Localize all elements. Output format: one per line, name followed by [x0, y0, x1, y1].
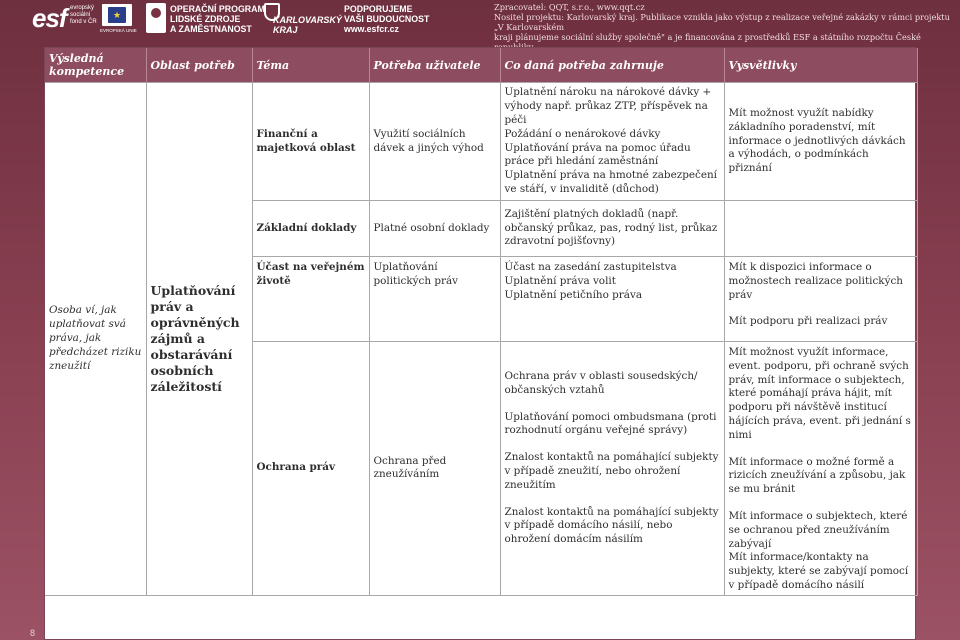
includes-item: Uplatnění práva volit: [504, 274, 616, 287]
includes-cell: [500, 83, 724, 201]
need-cell: Využití sociálních dávek a jiných výhod: [369, 83, 500, 201]
eu-caption: EVROPSKÁ UNIE: [100, 28, 137, 33]
spacer: [729, 497, 913, 510]
includes-item: Uplatnění práva na hmotné zabezpečení ve stáří, v invaliditě (důchod): [504, 169, 717, 195]
esf-caption-line: sociální: [70, 12, 91, 18]
partner-logos: [0, 0, 490, 40]
notes-item: Mít informace/kontakty na subjekty, které se zabývají pomocí v případě domácího násilí: [728, 551, 909, 591]
includes-cell: [500, 342, 724, 596]
page-number: 8: [30, 628, 36, 638]
need-cell: Uplatňování politických práv: [369, 257, 500, 342]
region-line: KRAJ: [273, 25, 298, 35]
spacer: [505, 398, 720, 411]
region-line: KARLOVARSKÝ: [273, 15, 342, 25]
includes-item: Znalost kontaktů na pomáhající subjekty v případě zneužití, nebo ohrožení zneužitím: [504, 451, 719, 491]
esf-logo-word: esf: [32, 3, 67, 33]
competence-table: [44, 47, 916, 640]
column-header: Potřeba uživatele: [369, 48, 500, 83]
includes-cell: [500, 201, 724, 257]
spacer: [729, 302, 913, 315]
spacer: [505, 493, 720, 506]
notes-cell: [724, 342, 917, 596]
table-row: [45, 83, 917, 201]
spacer: [729, 443, 913, 456]
includes-item: Účast na zasedání zastupitelstva: [504, 261, 677, 273]
column-header: Vysvětlivky: [724, 48, 917, 83]
credit-line: kraji plánujeme sociální služby společně" a je financována z prostředků ESF a státního rozpočtu České: [494, 32, 921, 42]
table-header-row: [45, 48, 917, 83]
op-line: OPERAČNÍ PROGRAM: [170, 4, 265, 14]
support-line: PODPORUJEME: [344, 4, 413, 14]
publication-credits: [494, 2, 956, 52]
includes-item: Ochrana práv v oblasti sousedských/ občanských vztahů: [504, 370, 698, 396]
column-header: Téma: [252, 48, 369, 83]
includes-item: Uplatňování práva na pomoc úřadu práce při hledání zaměstnání: [504, 141, 691, 168]
topic-cell: Finanční a majetková oblast: [252, 83, 369, 201]
includes-item: Uplatnění petičního práva: [504, 288, 643, 301]
op-lzz-logo-icon: [146, 3, 166, 33]
notes-item: Mít možnost využít informace, event. podporu, při ochraně svých práv, mít informace o subjektech, které pomáhají práva hájit, mít podporu při návštěvě institucí hájících práva, event. při jednání s nimi: [728, 346, 911, 441]
notes-cell: [724, 257, 917, 342]
op-lzz-text: [170, 4, 265, 34]
notes-item: Mít informace o subjektech, které se ochranou před zneužíváním zabývají: [728, 509, 908, 550]
spacer: [505, 438, 720, 451]
includes-item: Zajištění platných dokladů (např. občanský průkaz, pas, rodný list, průkaz zdravotní pojišťovny): [504, 207, 718, 248]
notes-item: Mít podporu při realizaci práv: [728, 315, 888, 328]
esf-caption: [70, 5, 104, 26]
includes-cell: [500, 257, 724, 342]
credit-line: Zpracovatel: QQT, s.r.o., www.qqt.cz: [494, 2, 645, 12]
esf-caption-line: fond v ČR: [70, 19, 97, 25]
notes-item: Mít informace o možné formě a rizicích zneužívání a způsobu, jak se mu bránit: [728, 455, 906, 496]
topic-cell: Účast na veřejném životě: [252, 257, 369, 342]
esf-caption-line: evropský: [70, 5, 95, 11]
need-cell: Platné osobní doklady: [369, 201, 500, 257]
column-header: Výsledná kompetence: [45, 48, 146, 83]
op-line: A ZAMĚSTNANOST: [170, 24, 252, 34]
competence-cell: Osoba ví, jak uplatňovat svá práva, jak předcházet riziku zneužití: [45, 83, 146, 596]
notes-cell: [724, 83, 917, 201]
includes-item: Znalost kontaktů na pomáhající subjekty v případě domácího násilí, nebo ohrožení domácím násilím: [504, 505, 719, 546]
esf-logo: [32, 2, 68, 34]
support-text: [344, 4, 429, 34]
includes-item: Požádání o nenárokové dávky: [504, 127, 661, 140]
support-line: VAŠI BUDOUCNOST: [344, 14, 430, 24]
includes-item: Uplatňování pomoci ombudsmana (proti rozhodnutí orgánu veřejné správy): [504, 410, 717, 437]
column-header: Oblast potřeb: [146, 48, 252, 83]
op-line: LIDSKÉ ZDROJE: [170, 14, 241, 24]
topic-cell: Základní doklady: [252, 201, 369, 257]
eu-flag-icon: [102, 4, 132, 26]
notes-item: Mít k dispozici informace o možnostech realizace politických práv: [728, 261, 903, 301]
includes-item: Uplatnění nároku na nárokové dávky + výhody např. průkaz ZTP, příspěvek na péči: [504, 86, 712, 126]
notes-item: Mít možnost využít nabídky základního poradenství, mít informace o jednotlivých dávkách a výhodách, o podmínkách přiznání: [728, 107, 906, 175]
support-url: www.esfcr.cz: [344, 24, 399, 34]
notes-cell: [724, 201, 917, 257]
eu-stars-icon: ★: [108, 7, 126, 23]
column-header: Co daná potřeba zahrnuje: [500, 48, 724, 83]
need-cell: Ochrana před zneužíváním: [369, 342, 500, 596]
credit-line: Nositel projektu: Karlovarský kraj. Publikace vznikla jako výstup z realizace veřejné zakázky v rámci projektu „V Karlovarském: [494, 12, 950, 32]
topic-cell: Ochrana práv: [252, 342, 369, 596]
area-cell: Uplatňování práv a oprávněných zájmů a obstarávání osobních záležitostí: [146, 83, 252, 596]
region-logo-text: [273, 15, 342, 35]
